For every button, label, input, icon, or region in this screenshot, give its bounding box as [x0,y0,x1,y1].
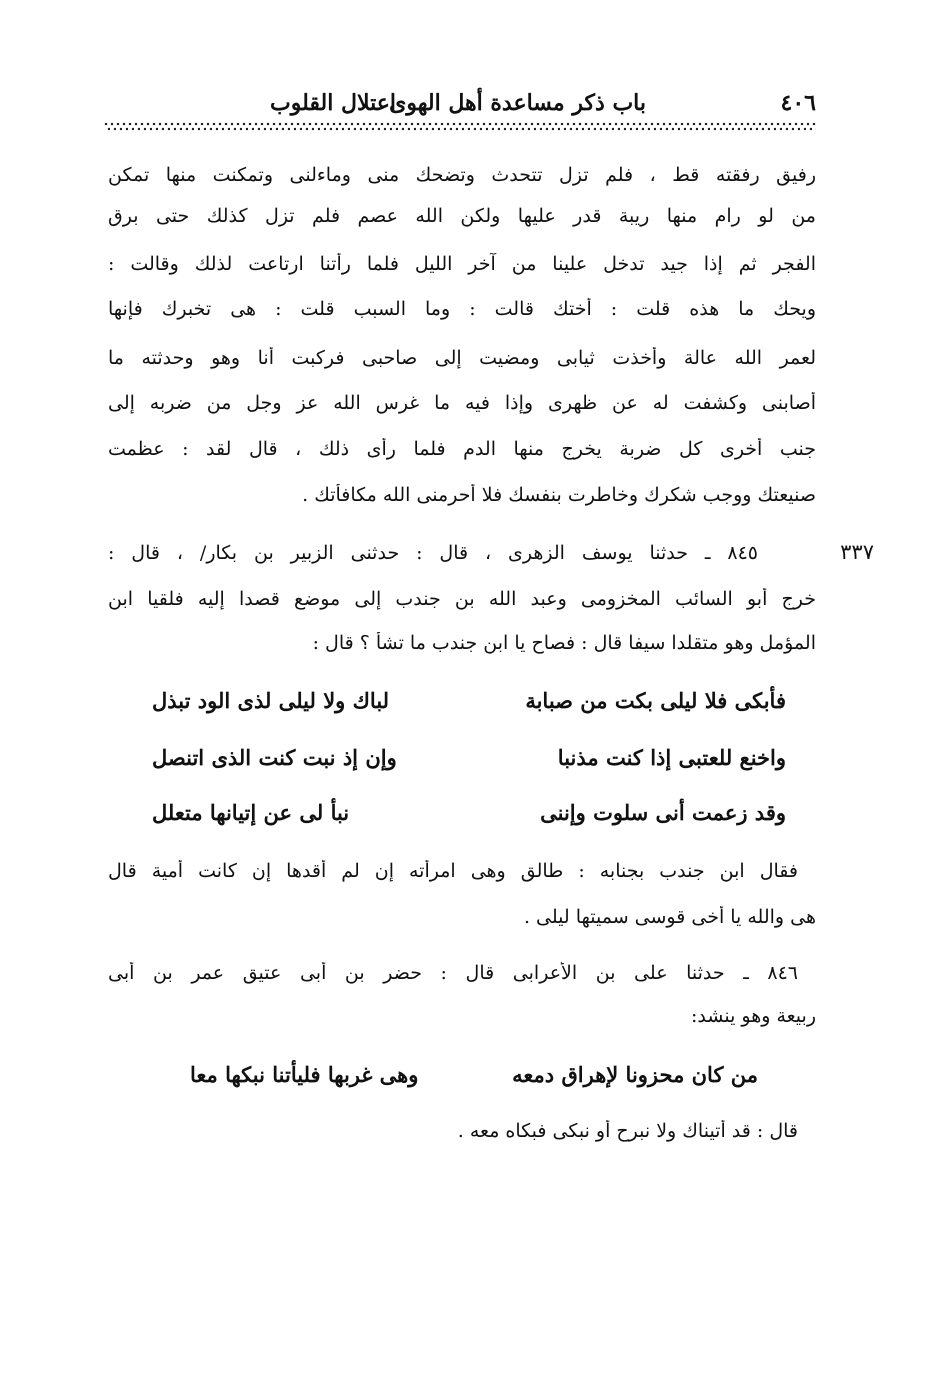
entry-line: فقال ابن جندب بجنابه : طالق وهى امرأته إن لم أقدها إن كانت أمية قال [108,860,798,882]
entry-line: هى والله يا أخى قوسى سميتها ليلى . [523,906,816,928]
verse-first-half: واخنع للعتبى إذا كنت مذنبا [557,745,786,770]
side-number: ٣٣٧ [840,540,874,564]
entry-line: ربيعة وهو ينشد: [691,1005,816,1027]
chapter-title: باب ذكر مساعدة أهل الهوى [389,90,646,116]
entry-line: المؤمل وهو متقلدا سيفا قال : فصاح يا ابن جندب ما تشأ ؟ قال : [312,632,816,654]
verse-second-half: لباك ولا ليلى لذى الود تبذل [152,688,390,713]
paragraph-line: جنب أخرى كل ضربة يخرج منها الدم فلما رأى ذلك ، قال لقد : عظمت [108,438,816,460]
paragraph-line: رفيق رفقته قط ، فلم تزل تتحدث وتضحك منى وماءلنى وتمكنت منها تمكن [108,164,816,186]
paragraph-line: الفجر ثم إذا جيد تدخل علينا من آخر الليل فلما رأتنا ارتاعت لذلك وقالت : [108,253,816,275]
paragraph-line: صنيعتك ووجب شكرك وخاطرت بنفسك فلا أحرمنى الله مكافأتك . [302,484,816,506]
page-number: ٤٠٦ [780,90,816,116]
entry-line: ٨٤٦ ـ حدثنا على بن الأعرابى قال : حضر بن أبى عتيق عمر بن أبى [108,962,798,984]
verse-first-half: من كان محزونا لإهراق دمعه [512,1062,758,1087]
paragraph-line: لعمر الله عالة وأخذت ثيابى ومضيت إلى صاحبى فركبت أنا وهو وحدثته ما [108,347,816,369]
entry-line: خرج أبو السائب المخزومى وعبد الله بن جندب إلى موضع قصدا إليه فلقيا ابن [108,588,816,610]
verse-second-half: نبأ لى عن إتيانها متعلل [152,800,350,825]
paragraph-line: ويحك ما هذه قلت : أختك قالت : وما السبب قلت : هى تخبرك فإنها [108,298,816,320]
entry-line: ٨٤٥ ـ حدثنا يوسف الزهرى ، قال : حدثنى الزبير بن بكار/ ، قال : [108,542,758,564]
paragraph-line: أصابنى وكشفت له عن ظهرى وإذا فيه ما غرس الله عز وجل من ضربه إلى [108,392,816,414]
verse-first-half: وقد زعمت أنى سلوت وإننى [540,800,786,825]
running-header [104,84,816,124]
verse-first-half: فأبكى فلا ليلى بكت من صبابة [525,688,786,713]
paragraph-line: من لو رام منها ريبة قدر عليها ولكن الله عصم فلم تزل كذلك حتى برق [108,205,816,227]
book-title: اعتلال القلوب [270,90,396,116]
verse-second-half: وإن إذ نبت كنت الذى اتنصل [152,745,397,770]
entry-line: قال : قد أتيناك ولا نبرح أو نبكى فبكاه معه . [457,1120,798,1142]
verse-second-half: وهى غربها فليأتنا نبكها معا [190,1062,419,1087]
header-dotted-rule [104,121,816,133]
